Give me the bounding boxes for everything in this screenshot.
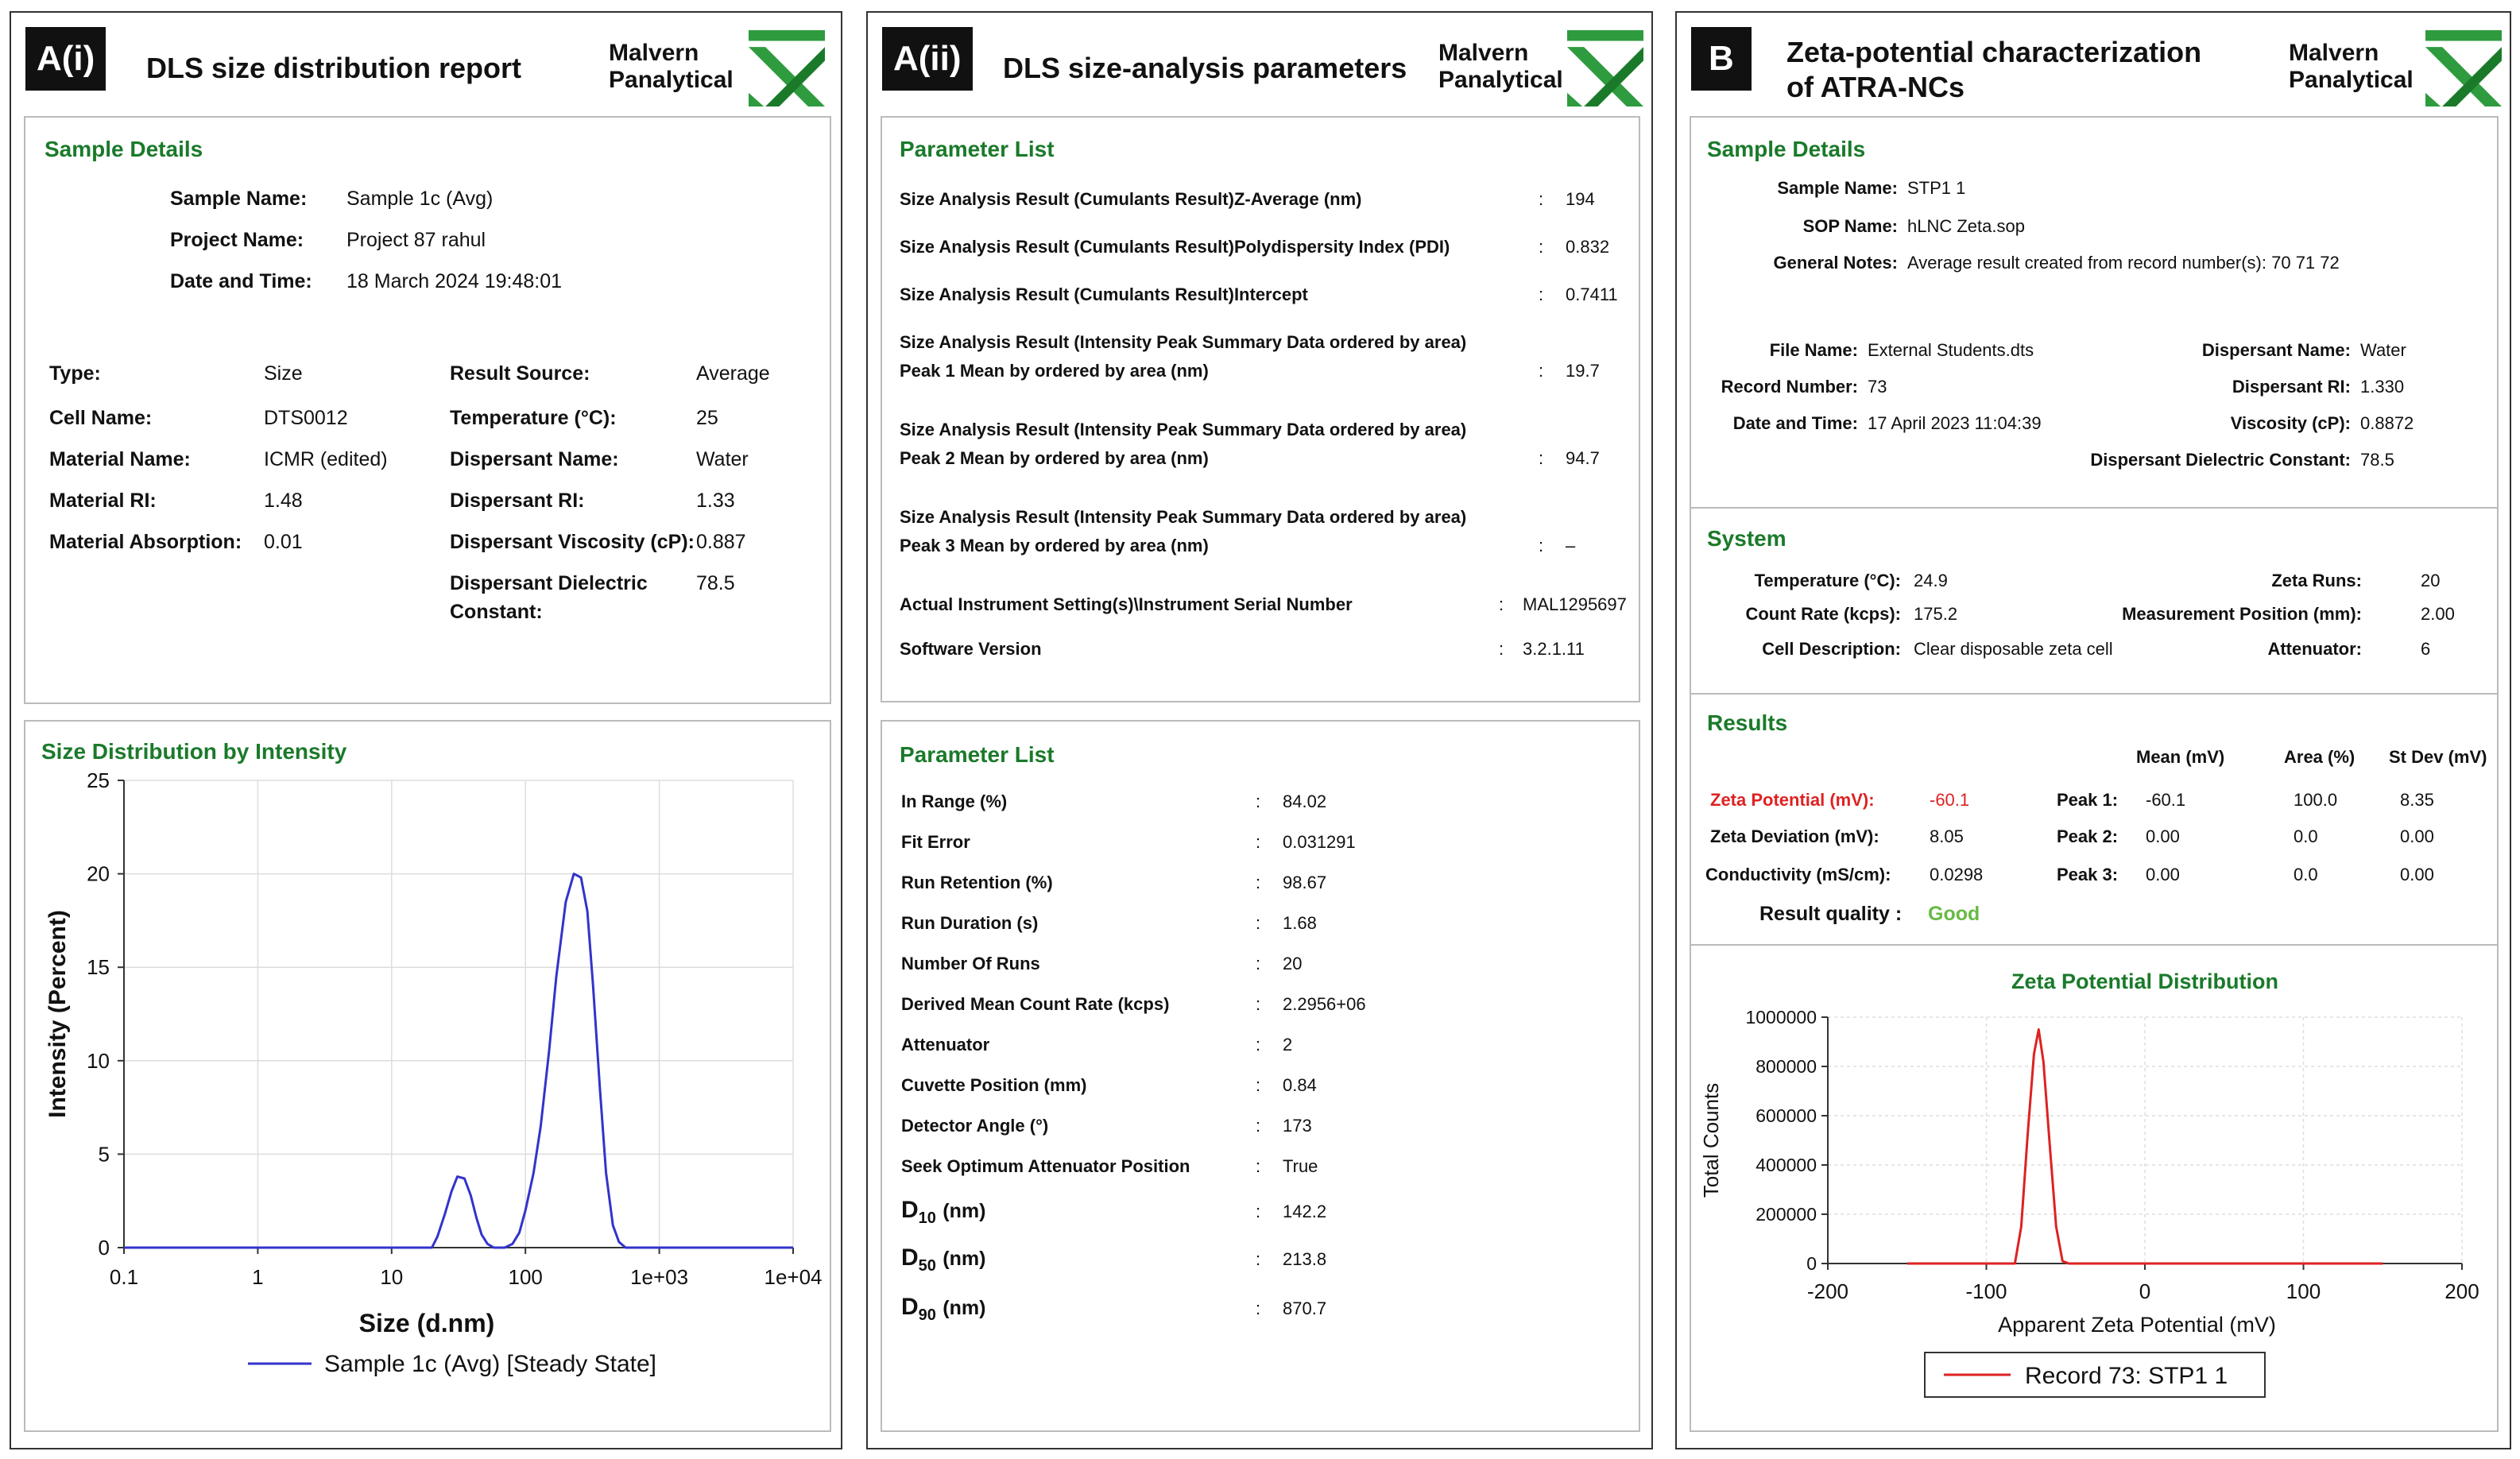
colon: : [1256,913,1261,933]
peak1-value: 19.7 [1566,361,1600,381]
y-tick-label: 800000 [1755,1056,1817,1077]
x-tick-label: 100 [508,1265,543,1289]
dielectric-value: 78.5 [2360,450,2394,470]
detector-angle-value: 173 [1283,1116,1312,1136]
result-quality-label: Result quality : [1759,903,1903,925]
dispersant-name-label: Dispersant Name: [450,448,619,470]
count-rate-label: Count Rate (kcps): [1745,604,1901,624]
conductivity-value: 0.0298 [1930,865,1984,884]
serial-number-value: MAL1295697 [1523,594,1627,614]
x-tick-label: 1 [252,1265,264,1289]
fit-error-label: Fit Error [901,832,970,852]
col-area-header: Area (%) [2284,747,2355,767]
x-axis-label: Apparent Zeta Potential (mV) [1998,1313,2276,1337]
peak1-mean: -60.1 [2146,790,2186,810]
x-tick-label: 100 [2286,1279,2321,1303]
material-ri-value: 1.48 [264,490,303,512]
count-rate-label: Derived Mean Count Rate (kcps) [901,994,1170,1014]
number-of-runs-value: 20 [1283,954,1303,973]
colon: : [1539,536,1544,555]
y-tick-label: 1000000 [1745,1007,1817,1027]
seek-attenuator-label: Seek Optimum Attenuator Position [901,1156,1190,1176]
record-number-label: Record Number: [1721,377,1858,397]
peak2-value: 94.7 [1566,448,1600,468]
panel-size-report [10,11,842,1449]
section-heading: Sample Details [45,137,203,161]
viscosity-label: Viscosity (cP): [2230,413,2351,433]
x-tick-label: 200 [2445,1279,2479,1303]
measurement-position-label: Measurement Position (mm): [2122,604,2362,624]
file-name-value: External Students.dts [1868,340,2034,360]
section-heading: Parameter List [900,137,1055,161]
software-version-label: Software Version [900,639,1042,659]
dispersant-name-value: Water [696,448,749,470]
intercept-label: Size Analysis Result (Cumulants Result)Intercept [900,284,1308,304]
peak1-label-2: Peak 1 Mean by ordered by area (nm) [900,361,1209,381]
software-version-value: 3.2.1.11 [1523,639,1585,659]
col-mean-header: Mean (mV) [2136,747,2225,767]
d50-label: $D_{50}$ (nm) [901,1244,986,1275]
colon: : [1539,361,1544,381]
sample-details-box [1690,116,2499,509]
colon: : [1256,873,1261,892]
peak3-stdev: 0.00 [2400,865,2434,884]
zeta-distribution-chart [1691,946,2497,1430]
panel-title: DLS size distribution report [146,52,522,84]
peak3-label: Peak 3: [2057,865,2119,884]
intercept-value: 0.7411 [1566,284,1618,304]
y-axis-label: Total Counts [1699,1082,1723,1198]
dielectric-label: Dispersant Dielectric [450,572,648,594]
temperature-label: Temperature (°C): [450,407,617,429]
panel-title: Zeta-potential characterization of ATRA-NCs [1786,36,2202,103]
system-box [1690,507,2499,695]
attenuator-label: Attenuator [901,1035,990,1055]
sop-name-label: SOP Name: [1802,216,1898,236]
z-average-label: Size Analysis Result (Cumulants Result)Z-Average (nm) [900,189,1362,209]
serial-number-label: Actual Instrument Setting(s)\Instrument Serial Number [900,594,1353,614]
cuvette-position-label: Cuvette Position (mm) [901,1075,1087,1095]
dispersant-viscosity-value: 0.887 [696,531,746,553]
sample-details-box [24,116,831,704]
y-axis-label: Intensity (Percent) [45,910,71,1118]
dispersant-name-label: Dispersant Name: [2201,340,2351,360]
cell-name-label: Cell Name: [49,407,153,429]
date-time-value: 17 April 2023 11:04:39 [1868,413,2042,433]
run-retention-label: Run Retention (%) [901,873,1053,892]
dispersant-ri-value: 1.33 [696,490,735,512]
panel-tag: A(i) [25,27,106,91]
peak2-stdev: 0.00 [2400,826,2434,846]
d10-value: 142.2 [1283,1202,1327,1221]
in-range-label: In Range (%) [901,791,1008,811]
panel-tag: B [1691,27,1752,91]
peak2-label: Size Analysis Result (Intensity Peak Summary Data ordered by area) [900,420,1467,439]
dispersant-ri-label: Dispersant RI: [450,490,585,512]
project-name-value: Project 87 rahul [346,229,486,251]
legend-label: Sample 1c (Avg) [Steady State] [324,1351,656,1377]
run-duration-value: 1.68 [1283,913,1317,933]
attenuator-label: Attenuator: [2267,639,2362,659]
conductivity-label: Conductivity (mS/cm): [1705,865,1891,884]
parameter-list-2 [881,720,1640,1432]
temperature-value: 25 [696,407,718,429]
date-time-label: Date and Time: [1732,413,1858,433]
colon: : [1256,994,1261,1014]
peak1-stdev: 8.35 [2400,790,2434,810]
colon: : [1256,791,1261,811]
count-rate-value: 2.2956+06 [1283,994,1366,1014]
panel-zeta-potential [1675,11,2511,1449]
dielectric-label-2: Constant: [450,601,543,623]
colon: : [1499,639,1504,659]
y-tick-label: 25 [87,768,110,792]
y-tick-label: 400000 [1755,1155,1817,1175]
peak1-label: Peak 1: [2057,790,2119,810]
temperature-value: 24.9 [1914,571,1948,590]
pdi-value: 0.832 [1566,237,1610,257]
peak2-label-2: Peak 2 Mean by ordered by area (nm) [900,448,1209,468]
colon: : [1256,1156,1261,1176]
section-heading: System [1707,526,1786,551]
legend-label: Record 73: STP1 1 [2025,1363,2228,1389]
y-tick-label: 0 [98,1236,110,1260]
y-tick-label: 0 [1806,1253,1817,1274]
peak2-area: 0.0 [2294,826,2318,846]
pdi-label: Size Analysis Result (Cumulants Result)Polydispersity Index (PDI) [900,237,1450,257]
viscosity-value: 0.8872 [2360,413,2414,433]
date-time-label: Date and Time: [170,270,312,292]
col-stdev-header: St Dev (mV) [2389,747,2487,767]
colon: : [1499,594,1504,614]
peak3-value: – [1566,536,1576,555]
peak1-label: Size Analysis Result (Intensity Peak Summary Data ordered by area) [900,332,1467,352]
count-rate-value: 175.2 [1914,604,1958,624]
colon: : [1539,448,1544,468]
results-box [1690,693,2499,946]
y-tick-label: 5 [98,1142,110,1167]
chart-heading: Size Distribution by Intensity [41,739,347,764]
colon: : [1539,284,1544,304]
zeta-deviation-value: 8.05 [1930,826,1964,846]
dispersant-ri-label: Dispersant RI: [2232,377,2351,397]
measurement-position-value: 2.00 [2421,604,2455,624]
sample-name-value: Sample 1c (Avg) [346,188,494,210]
malvern-x-logo-icon [749,30,825,106]
peak3-area: 0.0 [2294,865,2318,884]
type-value: Size [264,362,303,385]
sample-name-value: STP1 1 [1907,178,1966,198]
sop-name-value: hLNC Zeta.sop [1907,216,2025,236]
peak3-label: Size Analysis Result (Intensity Peak Summary Data ordered by area) [900,507,1467,527]
x-tick-label: 0 [2139,1279,2151,1303]
cell-description-label: Cell Description: [1762,639,1901,659]
y-tick-label: 20 [87,861,110,886]
attenuator-value: 2 [1283,1035,1293,1055]
zeta-chart-box [1690,944,2499,1432]
x-tick-label: 1e+03 [630,1265,689,1289]
run-duration-label: Run Duration (s) [901,913,1039,933]
section-heading: Sample Details [1707,137,1866,161]
record-number-value: 73 [1868,377,1887,397]
x-tick-label: 1e+04 [764,1265,823,1289]
y-tick-label: 10 [87,1048,110,1073]
material-name-label: Material Name: [49,448,191,470]
peak3-label-2: Peak 3 Mean by ordered by area (nm) [900,536,1209,555]
dielectric-label: Dispersant Dielectric Constant: [2090,450,2351,470]
dispersant-viscosity-label: Dispersant Viscosity (cP): [450,531,695,553]
colon: : [1256,1249,1261,1269]
attenuator-value: 6 [2421,639,2431,659]
panel-size-parameters [866,11,1653,1449]
number-of-runs-label: Number Of Runs [901,954,1040,973]
parameter-list-1 [881,116,1640,702]
colon: : [1539,189,1544,209]
section-heading: Results [1707,710,1788,735]
cuvette-position-value: 0.84 [1283,1075,1317,1095]
zeta-runs-label: Zeta Runs: [2271,571,2362,590]
run-retention-value: 98.67 [1283,873,1327,892]
temperature-label: Temperature (°C): [1754,571,1901,590]
zeta-potential-value: -60.1 [1930,790,1970,810]
material-absorption-label: Material Absorption: [49,531,242,553]
peak2-label: Peak 2: [2057,826,2119,846]
peak2-mean: 0.00 [2146,826,2180,846]
d90-label: $D_{90}$ (nm) [901,1294,986,1324]
sample-name-label: Sample Name: [170,188,308,210]
size-chart-box [24,720,831,1432]
malvern-logo-text: Malvern Panalytical [2289,40,2414,93]
x-tick-label: 10 [380,1265,404,1289]
colon: : [1256,1075,1261,1095]
material-absorption-value: 0.01 [264,531,303,553]
material-ri-label: Material RI: [49,490,157,512]
zeta-runs-value: 20 [2421,571,2441,590]
date-time-value: 18 March 2024 19:48:01 [346,270,563,292]
y-tick-label: 600000 [1755,1105,1817,1126]
colon: : [1256,1035,1261,1055]
result-source-value: Average [696,362,770,385]
detector-angle-label: Detector Angle (°) [901,1116,1049,1136]
d10-label: $D_{10}$ (nm) [901,1197,986,1227]
colon: : [1256,832,1261,852]
malvern-x-logo-icon [2425,30,2502,106]
result-quality-value: Good [1928,903,1980,925]
cell-description-value: Clear disposable zeta cell [1914,639,2113,659]
chart-title: Zeta Potential Distribution [2011,969,2279,993]
x-tick-label: -100 [1965,1279,2007,1303]
colon: : [1256,954,1261,973]
peak3-mean: 0.00 [2146,865,2180,884]
colon: : [1256,1202,1261,1221]
general-notes-value: Average result created from record number(s): 70 71 72 [1907,253,2340,273]
panel-title: DLS size-analysis parameters [1003,52,1407,84]
peak1-area: 100.0 [2294,790,2338,810]
type-label: Type: [49,362,101,385]
sample-name-label: Sample Name: [1777,178,1898,198]
d50-value: 213.8 [1283,1249,1327,1269]
x-tick-label: -200 [1806,1279,1849,1303]
material-name-value: ICMR (edited) [264,448,388,470]
zeta-potential-label: Zeta Potential (mV): [1710,790,1875,810]
size-distribution-chart [25,757,830,1432]
dispersant-ri-value: 1.330 [2360,377,2405,397]
section-heading: Parameter List [900,742,1055,767]
colon: : [1256,1298,1261,1318]
result-source-label: Result Source: [450,362,590,385]
panel-tag: A(ii) [882,27,973,91]
dispersant-name-value: Water [2360,340,2406,360]
dielectric-value: 78.5 [696,572,735,594]
colon: : [1256,1116,1261,1136]
general-notes-label: General Notes: [1773,253,1898,273]
x-axis-label: Size (d.nm) [358,1309,495,1337]
y-tick-label: 200000 [1755,1204,1817,1225]
file-name-label: File Name: [1769,340,1858,360]
malvern-logo-text: Malvern Panalytical [609,40,734,93]
malvern-x-logo-icon [1567,30,1643,106]
zeta-deviation-label: Zeta Deviation (mV): [1710,826,1879,846]
cell-name-value: DTS0012 [264,407,348,429]
z-average-value: 194 [1566,189,1595,209]
colon: : [1539,237,1544,257]
fit-error-value: 0.031291 [1283,832,1356,852]
seek-attenuator-value: True [1283,1156,1318,1176]
in-range-value: 84.02 [1283,791,1327,811]
y-tick-label: 15 [87,955,110,980]
d90-value: 870.7 [1283,1298,1327,1318]
malvern-logo-text: Malvern Panalytical [1438,40,1563,93]
project-name-label: Project Name: [170,229,304,251]
x-tick-label: 0.1 [109,1265,139,1289]
